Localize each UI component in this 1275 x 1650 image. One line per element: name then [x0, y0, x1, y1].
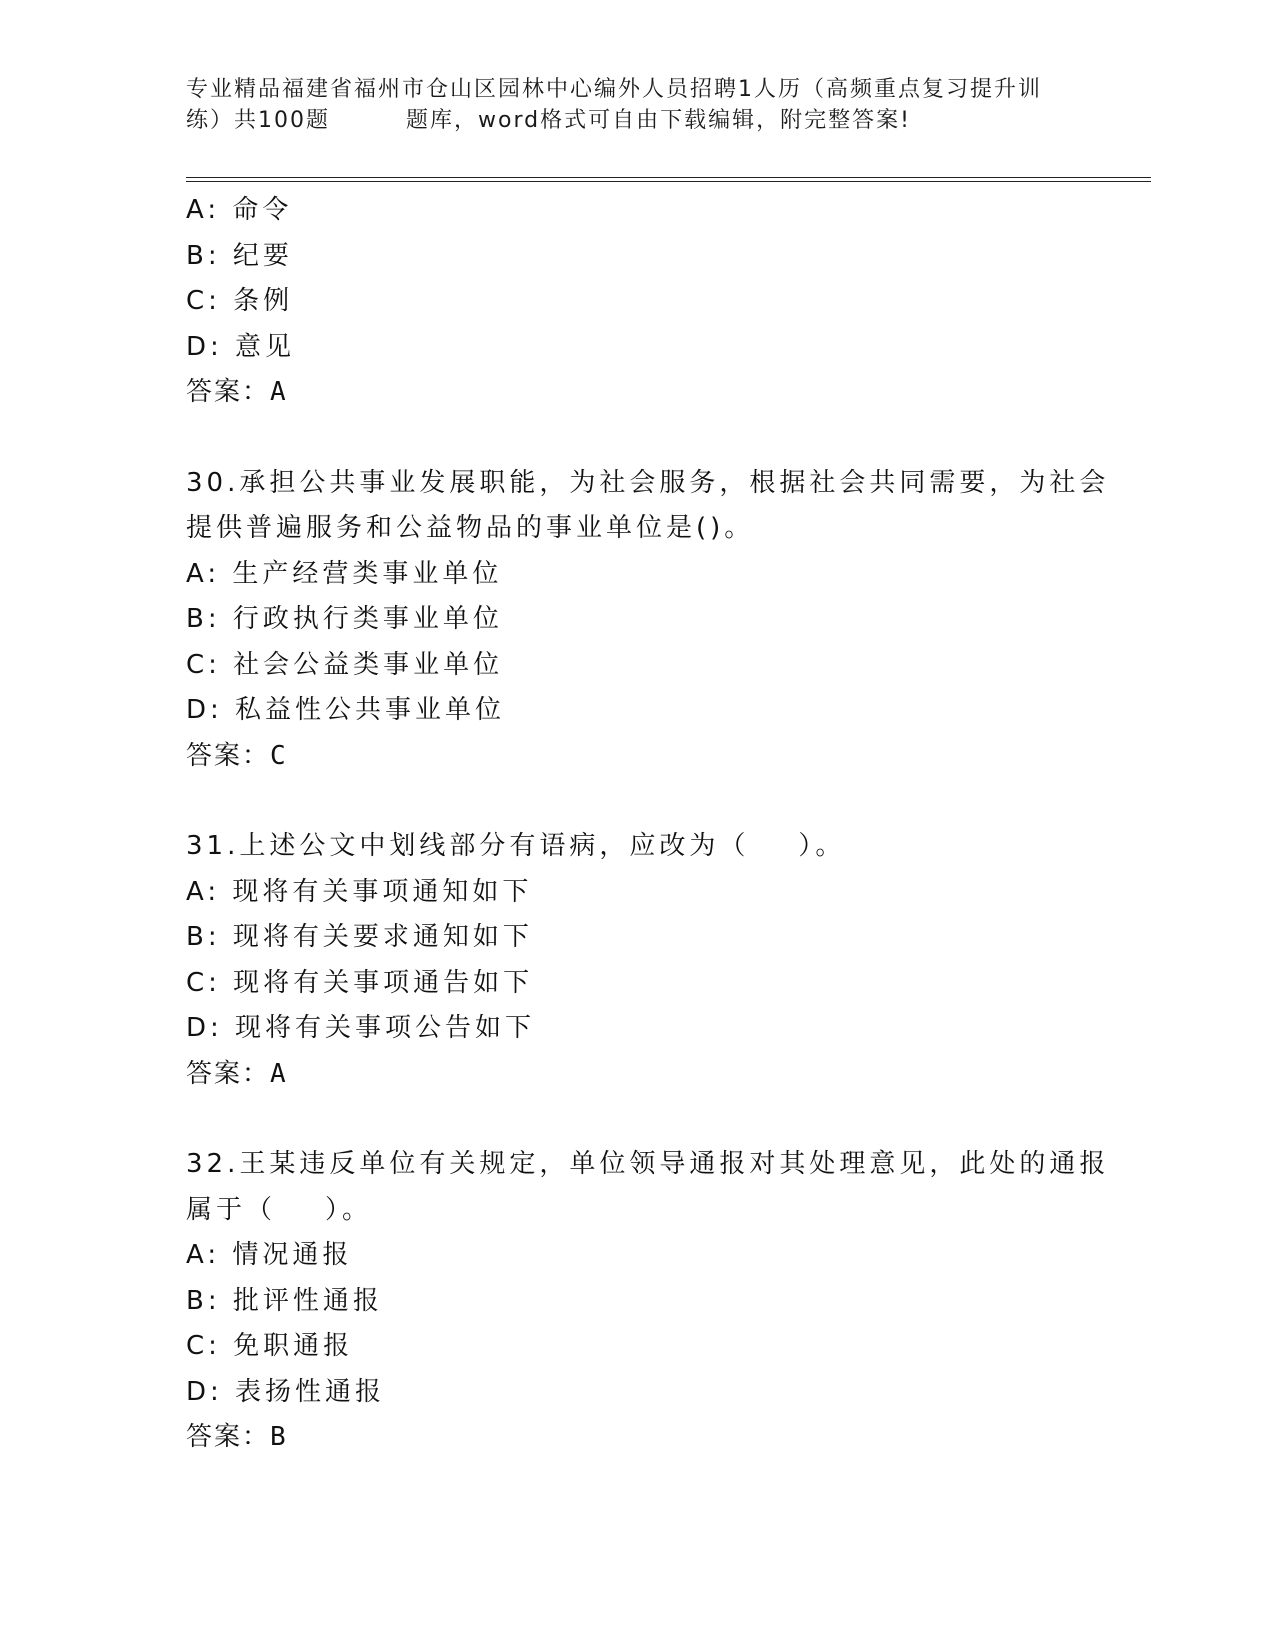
- option-d: D: 意见: [186, 331, 296, 362]
- question-stem-line: 30.承担公共事业发展职能，为社会服务，根据社会共同需要，为社会: [186, 467, 1110, 498]
- option-a: A: 生产经营类事业单位: [186, 558, 503, 589]
- answer-line: [186, 370, 1086, 416]
- question-list: [186, 188, 1110, 1461]
- option-b: B: 纪要: [186, 240, 293, 271]
- answer-line: [186, 1052, 1086, 1098]
- option-b: B: 批评性通报: [186, 1285, 383, 1316]
- question-stem-line: 32.王某违反单位有关规定，单位领导通报对其处理意见，此处的通报: [186, 1149, 1110, 1179]
- document-header: [186, 74, 1086, 136]
- option-b: B: 行政执行类事业单位: [186, 604, 503, 634]
- question-block-30: [186, 461, 1110, 780]
- option-a: A: 命令: [186, 195, 293, 225]
- option-c: C: 免职通报: [186, 1331, 354, 1361]
- answer-label: 答案：: [186, 740, 271, 771]
- option-a: A: 情况通报: [186, 1240, 353, 1270]
- header-divider-bottom: [186, 181, 1151, 182]
- question-stem-line: 属于（ ）。: [186, 1194, 373, 1225]
- header-line-2-part-b: 题库，word格式可自由下载编辑，附完整答案!: [406, 108, 911, 133]
- question-block-32: [186, 1142, 1110, 1461]
- answer-value: A: [270, 1058, 288, 1089]
- question-stem-line: 提供普遍服务和公益物品的事业单位是()。: [186, 513, 755, 543]
- answer-line: [186, 1415, 1086, 1461]
- header-divider-top: [186, 177, 1151, 178]
- answer-value: C: [270, 740, 288, 771]
- question-block-31: [186, 824, 1086, 1097]
- question-stem-line: 31.上述公文中划线部分有语病，应改为（ ）。: [186, 831, 846, 861]
- option-a: A: 现将有关事项通知如下: [186, 876, 533, 907]
- answer-label: 答案：: [186, 377, 271, 407]
- option-c: C: 条例: [186, 286, 294, 316]
- answer-value: B: [270, 1422, 288, 1452]
- header-line-1: 专业精品福建省福州市仓山区园林中心编外人员招聘1人历（高频重点复习提升训: [186, 77, 1042, 102]
- option-d: D: 现将有关事项公告如下: [186, 1013, 536, 1043]
- question-block-29: [186, 188, 1086, 416]
- answer-label: 答案：: [186, 1422, 271, 1452]
- header-line-2: [186, 105, 1086, 136]
- option-b: B: 现将有关要求通知如下: [186, 922, 533, 952]
- option-d: D: 表扬性通报: [186, 1376, 386, 1407]
- option-d: D: 私益性公共事业单位: [186, 695, 506, 725]
- option-c: C: 社会公益类事业单位: [186, 649, 504, 680]
- answer-value: A: [270, 377, 288, 407]
- answer-line: [186, 734, 1086, 780]
- header-line-2-part-a: 练）共100题: [186, 108, 330, 133]
- option-c: C: 现将有关事项通告如下: [186, 967, 534, 998]
- answer-label: 答案：: [186, 1058, 271, 1089]
